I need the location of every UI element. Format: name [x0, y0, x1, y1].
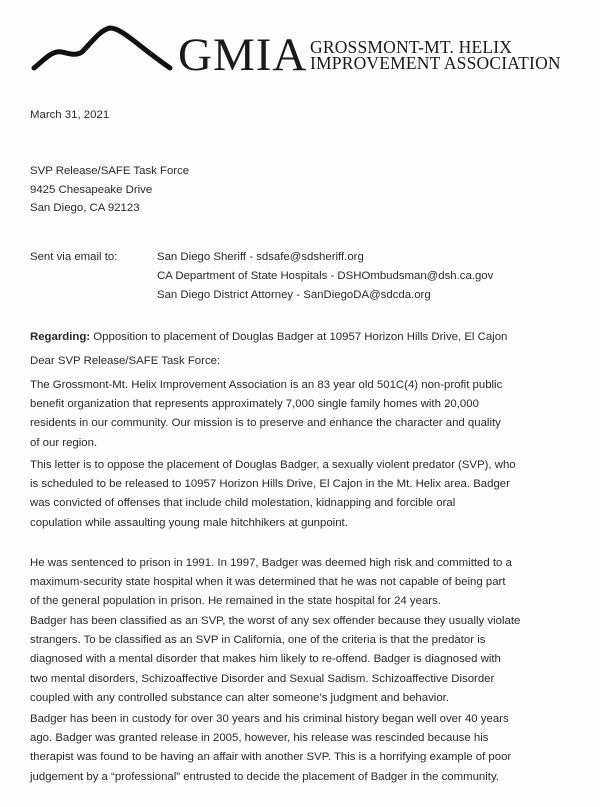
paragraph-line: residents in our community. Our mission is to preserve and enhance the character and quality [30, 417, 501, 430]
body-paragraph [30, 376, 590, 453]
paragraph-line: judgement by a “professional” entrusted to decide the placement of Badger in the community. [30, 770, 499, 783]
regarding-label: Regarding: [30, 331, 91, 343]
paragraph-line: Badger has been in custody for over 30 years and his criminal history began well over 40 years [30, 713, 509, 725]
paragraph-line: maximum-security state hospital when it was determined that he was not capable of being part [30, 576, 506, 589]
paragraph-line: of our region. [30, 436, 98, 449]
paragraph-line: ago. Badger was granted release in 2005, however, his release was rescinded because his [30, 732, 489, 745]
paragraph-line: This letter is to oppose the placement of Douglas Badger, a sexually violent predator (SVP), who [30, 459, 516, 471]
regarding-text: Opposition to placement of Douglas Badger at 10957 Horizon Hills Drive, El Cajon [90, 331, 508, 343]
paragraph-line: benefit organization that represents approximately 7,000 single family homes with 20,000 [30, 398, 479, 411]
recipient-address [30, 162, 189, 218]
recipient-line: 9425 Chesapeake Drive [30, 183, 153, 196]
org-name-line2: IMPROVEMENT ASSOCIATION [310, 53, 561, 73]
letter-date: March 31, 2021 [30, 109, 110, 121]
org-name-line1: GROSSMONT-MT. HELIX [310, 37, 513, 57]
paragraph-line: The Grossmont-Mt. Helix Improvement Association is an 83 year old 501C(4) non-profit public [30, 379, 503, 391]
letterhead [30, 22, 590, 82]
body-paragraph [30, 612, 590, 708]
paragraph-line: was convicted of offenses that include child molestation, kidnapping and forcible oral [30, 497, 456, 510]
recipient-line: SVP Release/SAFE Task Force [30, 165, 190, 177]
mountain-icon [30, 22, 180, 82]
paragraph-line: He was sentenced to prison in 1991. In 1997, Badger was deemed high risk and committed to a [30, 557, 512, 569]
paragraph-line: diagnosed with a mental disorder that makes him likely to re-offend. Badger is diagnosed with [30, 653, 501, 666]
sent-via-recipient: CA Department of State Hospitals - DSHOmbudsman@dsh.ca.gov [157, 270, 494, 282]
sent-via-label: Sent via email to: [30, 251, 118, 263]
paragraph-line: copulation while assaulting young male hitchhikers at gunpoint. [30, 516, 348, 529]
paragraph-line: Badger has been classified as an SVP, the worst of any sex offender because they usually violate [30, 615, 521, 627]
salutation: Dear SVP Release/SAFE Task Force: [30, 355, 221, 367]
regarding-line [30, 328, 507, 347]
body-paragraph [30, 456, 590, 533]
paragraph-line: is scheduled to be released to 10957 Horizon Hills Drive, El Cajon in the Mt. Helix area. Badger [30, 478, 510, 491]
sent-via-recipient: San Diego Sheriff - sdsafe@sdsheriff.org [157, 251, 364, 263]
body-paragraph [30, 554, 590, 612]
organization-name [310, 39, 561, 71]
paragraph-line: two mental disorders, Schizoaffective Disorder and Sexual Sadism. Schizoaffective Disorder [30, 672, 495, 685]
paragraph-line: of the general population in prison. He remained in the state hospital for 24 years. [30, 595, 441, 608]
recipient-line: San Diego, CA 92123 [30, 202, 140, 215]
logo-wordmark: GMIA [178, 29, 308, 81]
sent-via-recipient: San Diego District Attorney - SanDiegoDA@sdcda.org [157, 289, 431, 301]
paragraph-line: coupled with any controlled substance can alter someone’s judgment and behavior. [30, 691, 449, 704]
sent-via-list [157, 248, 493, 305]
body-paragraph [30, 710, 590, 787]
paragraph-line: therapist was found to be having an affair with another SVP. This is a horrifying example of poor [30, 751, 512, 764]
paragraph-line: strangers. To be classified as an SVP in California, one of the criteria is that the predator is [30, 634, 486, 647]
